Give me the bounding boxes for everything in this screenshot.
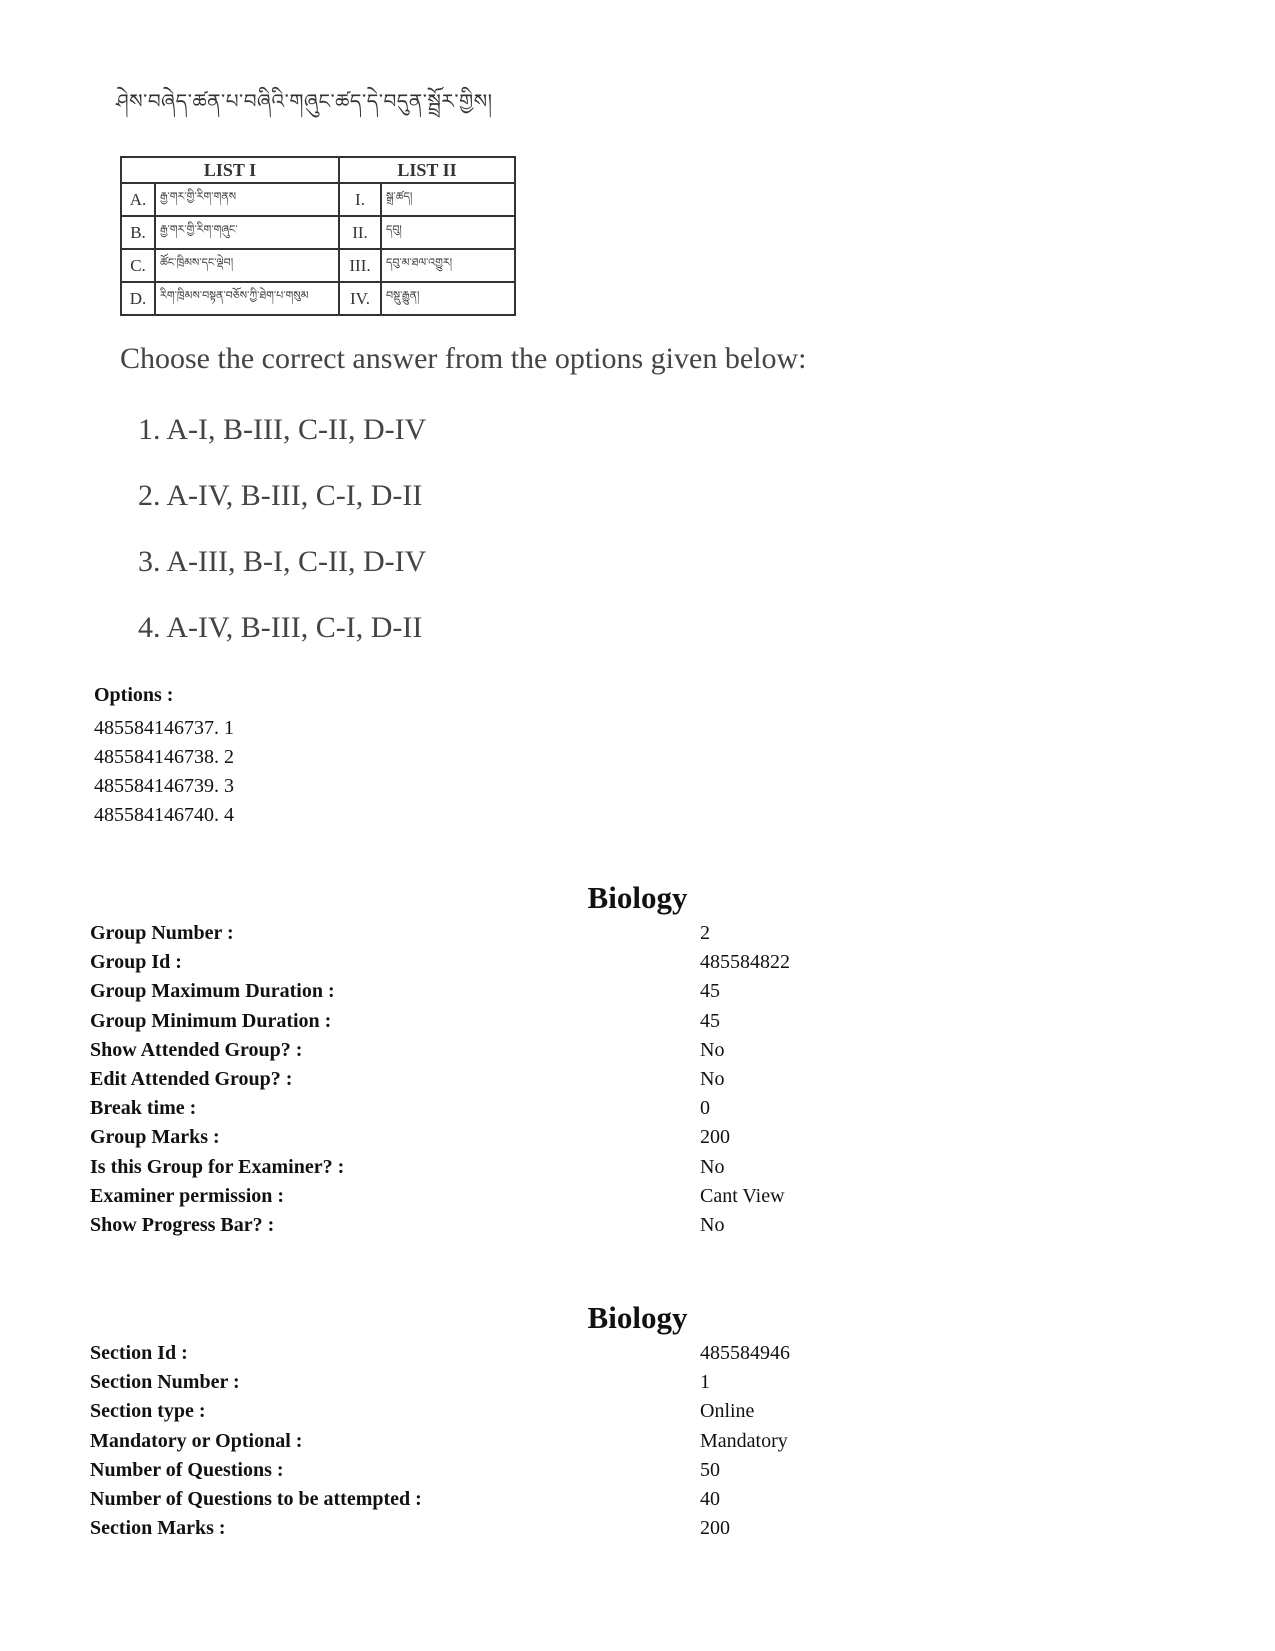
list-2-item: དབུ།	[381, 216, 515, 249]
option-item: 485584146738. 2	[94, 746, 234, 768]
option-item: 485584146737. 1	[94, 717, 234, 739]
field-label: Number of Questions :	[90, 1458, 284, 1481]
row-letter: C.	[121, 249, 155, 282]
row-numeral: III.	[339, 249, 381, 282]
field-value: 2	[700, 922, 710, 944]
list-item	[90, 948, 790, 977]
list-2-item: སྒྲ་ཚད།	[381, 183, 515, 216]
answer-choice: 2. A-IV, B-III, C-I, D-II	[138, 479, 423, 512]
field-value: No	[700, 1067, 725, 1090]
list-2-item: བསྡུ་རྒྱུན།	[381, 282, 515, 315]
field-label: Break time :	[90, 1097, 197, 1120]
question-image	[112, 84, 932, 644]
section-heading: Biology	[587, 1300, 688, 1335]
field-label: Section Marks :	[90, 1517, 226, 1540]
list-1-item: ཚོང་ཁྲིམས་དང་ལྡེབ།	[155, 249, 339, 282]
list-item	[90, 1036, 790, 1065]
list-2-item: དབུ་མ་ཐལ་འགྱུར།	[381, 249, 515, 282]
field-value: No	[700, 1155, 725, 1178]
list-item	[90, 1485, 790, 1514]
field-label: Number of Questions to be attempted :	[90, 1487, 422, 1510]
section-details	[90, 1339, 790, 1543]
list-item	[90, 1427, 790, 1456]
list-item	[90, 1211, 790, 1240]
field-label: Show Progress Bar? :	[90, 1213, 275, 1236]
field-value: No	[700, 1038, 725, 1061]
field-value: 200	[700, 1517, 730, 1540]
option-item: 485584146739. 3	[94, 775, 234, 797]
table-row	[121, 216, 515, 249]
field-value: 1	[700, 1371, 710, 1394]
list-2-header: LIST II	[339, 157, 515, 183]
row-numeral: II.	[339, 216, 381, 249]
question-instruction: Choose the correct answer from the options given below:	[120, 342, 807, 375]
question-prompt-tibetan: ཤེས་བཞེད་ཚན་པ་བཞིའི་གཞུང་ཚད་དེ་བདུན་སྦྲོར་གྱིས།	[116, 89, 493, 113]
field-value: 45	[700, 980, 720, 1003]
list-1-header: LIST I	[121, 157, 339, 183]
list-1-item: རིག་ཁྲིམས་བསྟན་བཅོས་ཀྱི་ཐེག་པ་གསུམ	[155, 282, 339, 315]
field-value: 50	[700, 1458, 720, 1481]
list-item	[90, 977, 790, 1006]
table-row	[121, 249, 515, 282]
answer-choice: 3. A-III, B-I, C-II, D-IV	[138, 545, 427, 578]
options-list	[94, 714, 234, 830]
list-item	[90, 1182, 790, 1211]
field-label: Examiner permission :	[90, 1184, 285, 1207]
answer-choices	[138, 410, 426, 674]
list-item	[90, 1065, 790, 1094]
field-label: Group Number :	[90, 922, 234, 944]
row-numeral: IV.	[339, 282, 381, 315]
field-value: 485584822	[700, 951, 790, 974]
field-value: Online	[700, 1400, 755, 1423]
options-title: Options :	[94, 684, 174, 706]
list-item	[90, 1123, 790, 1152]
group-details	[90, 919, 790, 1240]
field-value: 40	[700, 1487, 720, 1510]
field-label: Group Id :	[90, 951, 182, 974]
field-value: 0	[700, 1097, 710, 1120]
field-value: 485584946	[700, 1342, 790, 1364]
row-numeral: I.	[339, 183, 381, 216]
row-letter: B.	[121, 216, 155, 249]
option-item: 485584146740. 4	[94, 804, 234, 826]
list-item	[90, 1514, 790, 1543]
list-item	[90, 1456, 790, 1485]
list-item	[90, 1397, 790, 1426]
list-item	[90, 1339, 790, 1368]
answer-choice: 4. A-IV, B-III, C-I, D-II	[138, 611, 423, 644]
list-item	[90, 1153, 790, 1182]
field-label: Show Attended Group? :	[90, 1038, 303, 1061]
row-letter: A.	[121, 183, 155, 216]
table-row	[121, 183, 515, 216]
field-label: Section Number :	[90, 1371, 240, 1394]
field-value: Cant View	[700, 1184, 785, 1207]
field-label: Group Minimum Duration :	[90, 1009, 332, 1032]
row-letter: D.	[121, 282, 155, 315]
field-label: Section type :	[90, 1400, 206, 1423]
field-label: Group Marks :	[90, 1126, 220, 1149]
answer-choice: 1. A-I, B-III, C-II, D-IV	[138, 413, 427, 446]
list-1-item: རྒྱ་གར་གྱི་རིག་གནས	[155, 183, 339, 216]
group-heading: Biology	[587, 880, 688, 915]
list-item	[90, 919, 790, 948]
field-value: No	[700, 1213, 725, 1236]
list-1-item: རྒྱ་གར་གྱི་རིག་གཞུང་	[155, 216, 339, 249]
field-value: Mandatory	[700, 1429, 788, 1452]
field-value: 45	[700, 1009, 720, 1032]
list-item	[90, 1094, 790, 1123]
list-item	[90, 1368, 790, 1397]
field-value: 200	[700, 1126, 730, 1149]
field-label: Edit Attended Group? :	[90, 1067, 293, 1090]
match-table	[120, 156, 516, 316]
list-item	[90, 1007, 790, 1036]
field-label: Mandatory or Optional :	[90, 1429, 303, 1452]
field-label: Is this Group for Examiner? :	[90, 1155, 345, 1178]
table-row	[121, 282, 515, 315]
field-label: Section Id :	[90, 1342, 188, 1364]
field-label: Group Maximum Duration :	[90, 980, 335, 1003]
